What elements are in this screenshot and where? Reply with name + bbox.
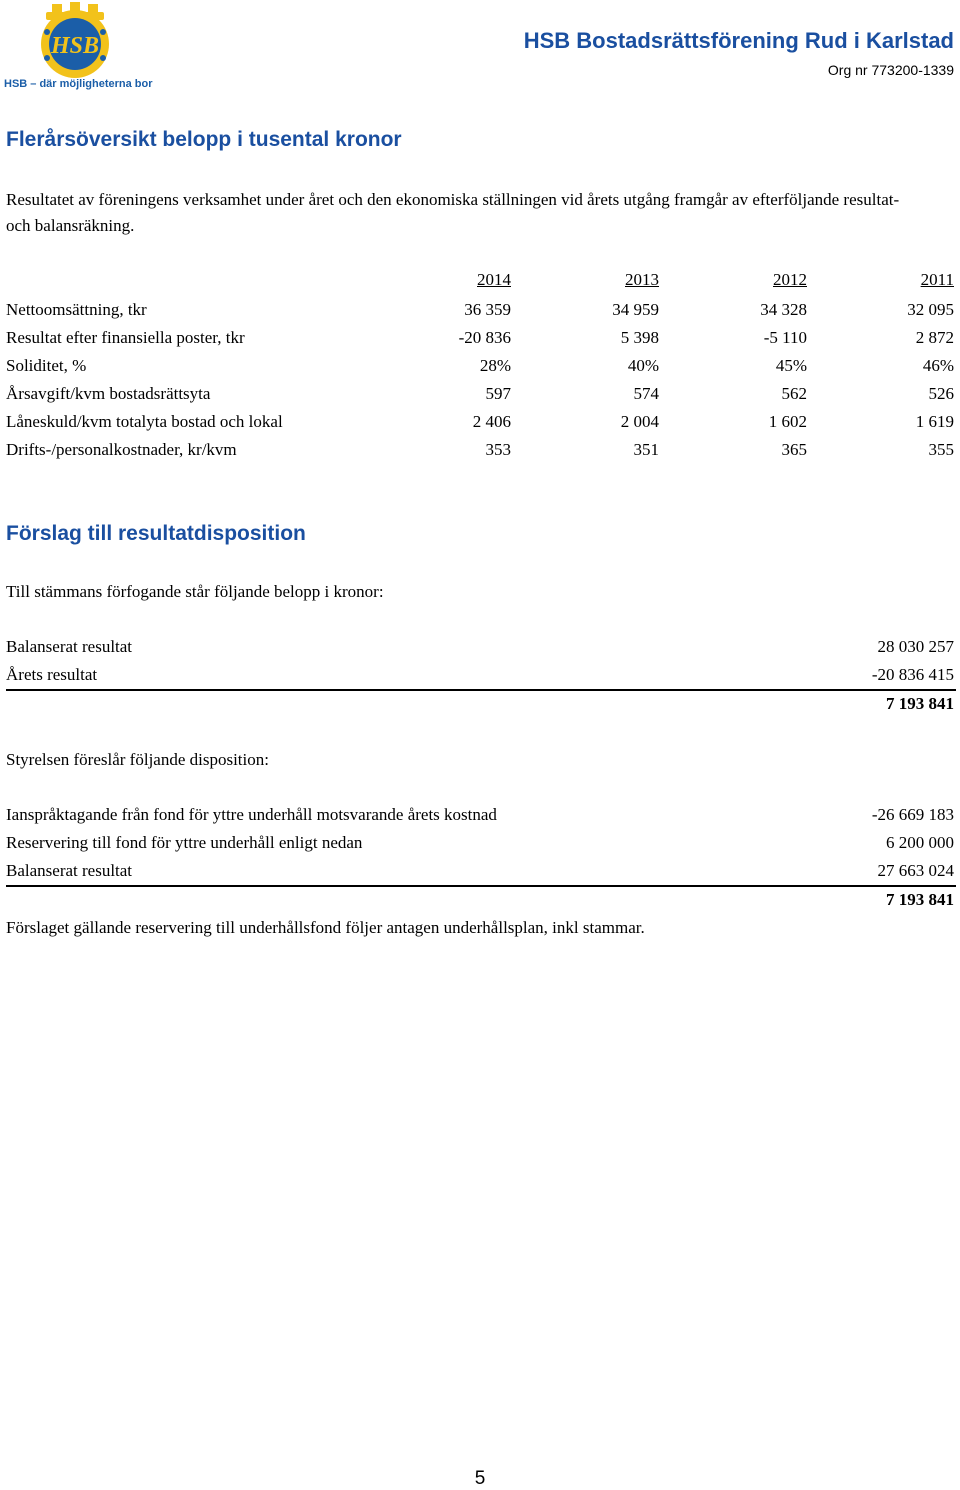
cell-value: 40% [627,356,659,375]
hsb-logo [2,2,153,94]
organization-number: Org nr 773200-1339 [827,62,954,78]
sum-rule [6,689,956,691]
amount: 28 030 257 [877,637,954,656]
cell-value: 365 [781,440,807,459]
available-total-row [6,694,954,722]
year-header: 2012 [773,270,807,289]
disposition-heading: Förslag till resultatdisposition [6,522,306,545]
total-amount: 7 193 841 [886,890,954,909]
overview-row [6,384,954,412]
row-label: Balanserat resultat [6,637,133,656]
overview-row [6,328,954,356]
overview-row [6,300,954,328]
svg-text:HSB: HSB [50,33,100,59]
row-label: Årsavgift/kvm bostadsrättsyta [6,384,211,403]
proposal-row [6,805,954,833]
cell-value: 34 328 [760,300,807,319]
reservation-note: Förslaget gällande reservering till underhållsfond följer antagen underhållsplan, inkl stammar. [6,918,645,937]
cell-value: 351 [633,440,659,459]
overview-row [6,440,954,468]
cell-value: 32 095 [907,300,954,319]
cell-value: 2 004 [620,412,659,431]
cell-value: 2 406 [472,412,511,431]
cell-value: -20 836 [458,328,511,347]
overview-row [6,356,954,384]
cell-value: 46% [922,356,954,375]
amount: -20 836 415 [871,665,954,684]
proposal-total-row [6,890,954,918]
proposal-row [6,833,954,861]
cell-value: 353 [485,440,511,459]
organization-name: HSB Bostadsrättsförening Rud i Karlstad [523,28,954,53]
overview-heading: Flerårsöversikt belopp i tusental kronor [6,128,402,151]
logo-tagline: HSB – där möjligheterna bor [4,78,153,90]
cell-value: 597 [485,384,511,403]
overview-row [6,412,954,440]
amount: 6 200 000 [886,833,954,852]
cell-value: 574 [633,384,659,403]
row-label: Balanserat resultat [6,861,133,880]
overview-intro: Resultatet av föreningens verksamhet under året och den ekonomiska ställningen vid årets utgång framgår av efterföljande resultat- och balansräkning. [6,190,900,235]
row-label: Låneskuld/kvm totalyta bostad och lokal [6,412,283,431]
cell-value: 1 602 [768,412,807,431]
cell-value: 34 959 [612,300,659,319]
row-label: Reservering till fond för yttre underhåll enligt nedan [6,833,363,852]
sum-rule [6,885,956,887]
cell-value: 562 [781,384,807,403]
cell-value: 45% [775,356,807,375]
year-header: 2014 [477,270,511,289]
amount: -26 669 183 [871,805,954,824]
cell-value: -5 110 [763,328,807,347]
disposition-intro: Till stämmans förfogande står följande belopp i kronor: [6,582,384,601]
cell-value: 5 398 [620,328,659,347]
cell-value: 2 872 [915,328,954,347]
cell-value: 36 359 [464,300,511,319]
row-label: Nettoomsättning, tkr [6,300,147,319]
total-amount: 7 193 841 [886,694,954,713]
year-header: 2013 [625,270,659,289]
row-label: Årets resultat [6,665,98,684]
cell-value: 355 [928,440,954,459]
row-label: Ianspråktagande från fond för yttre underhåll motsvarande årets kostnad [6,805,497,824]
row-label: Soliditet, % [6,356,87,375]
available-row [6,637,954,665]
cell-value: 28% [479,356,511,375]
row-label: Resultat efter finansiella poster, tkr [6,328,245,347]
overview-year-header [6,270,954,298]
cell-value: 1 619 [915,412,954,431]
year-header: 2011 [920,270,954,289]
page-number: 5 [474,1468,486,1489]
row-label: Drifts-/personalkostnader, kr/kvm [6,440,237,459]
cell-value: 526 [928,384,954,403]
board-proposal-text: Styrelsen föreslår följande disposition: [6,750,269,769]
amount: 27 663 024 [877,861,954,880]
